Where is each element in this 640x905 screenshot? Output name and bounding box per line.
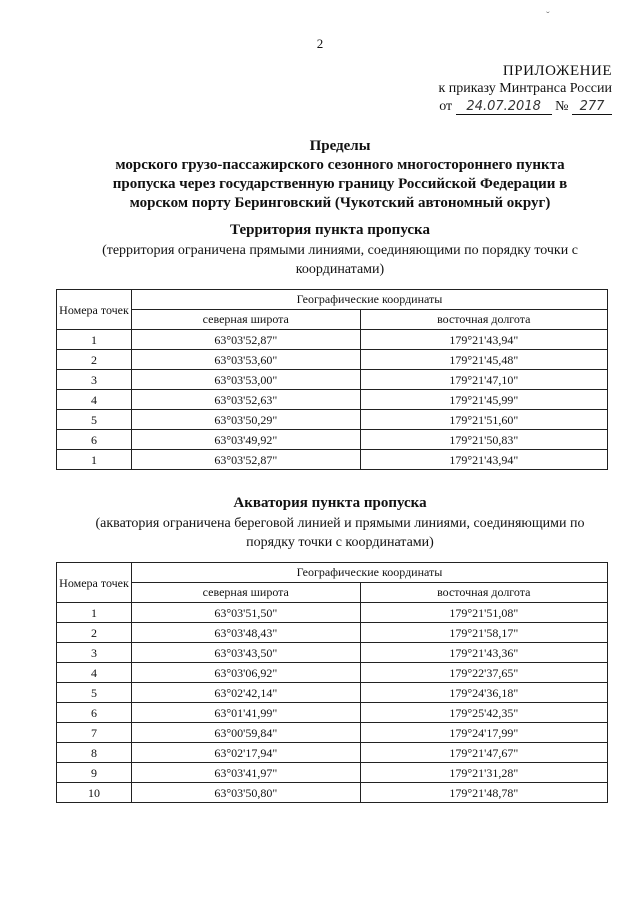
latitude: 63°03'52,87" [132, 450, 361, 470]
point-number: 6 [57, 430, 132, 450]
point-number: 6 [57, 703, 132, 723]
table-row [57, 450, 608, 470]
document-title [60, 137, 620, 213]
lon-header: восточная долгота [360, 310, 607, 330]
latitude: 63°03'49,92" [132, 430, 361, 450]
table-row [57, 763, 608, 783]
longitude: 179°21'45,48" [360, 350, 607, 370]
from-label: от [439, 99, 453, 114]
latitude: 63°03'51,50" [132, 603, 361, 623]
water-area-table [56, 562, 608, 803]
point-number: 8 [57, 743, 132, 763]
longitude: 179°21'47,10" [360, 370, 607, 390]
point-number: 3 [57, 643, 132, 663]
longitude: 179°22'37,65" [360, 663, 607, 683]
longitude: 179°21'50,83" [360, 430, 607, 450]
lat-header: северная широта [132, 310, 361, 330]
latitude: 63°03'52,63" [132, 390, 361, 410]
point-number: 5 [57, 683, 132, 703]
longitude: 179°21'43,94" [360, 330, 607, 350]
title-line: морском порту Беринговский (Чукотский автономный округ) [129, 195, 551, 211]
table-row [57, 390, 608, 410]
latitude: 63°03'41,97" [132, 763, 361, 783]
water-area-note [60, 514, 620, 552]
points-header: Номера точек [57, 290, 132, 330]
geo-header: Географические координаты [132, 563, 608, 583]
table-row [57, 603, 608, 623]
lon-header: восточная долгота [360, 583, 607, 603]
table-row [57, 663, 608, 683]
territory-heading: Территория пункта пропуска [230, 222, 430, 238]
point-number: 1 [57, 603, 132, 623]
title-line: морского грузо-пассажирского сезонного многостороннего пункта [115, 157, 565, 173]
territory-note [60, 241, 620, 279]
point-number: 3 [57, 370, 132, 390]
point-number: 7 [57, 723, 132, 743]
lat-header: северная широта [132, 583, 361, 603]
table-row [57, 643, 608, 663]
title-line: пропуска через государственную границу Российской Федерации в [112, 176, 568, 192]
table-row [57, 410, 608, 430]
number-label: № [555, 99, 569, 114]
point-number: 1 [57, 330, 132, 350]
point-number: 1 [57, 450, 132, 470]
longitude: 179°21'58,17" [360, 623, 607, 643]
latitude: 63°03'50,29" [132, 410, 361, 430]
point-number: 5 [57, 410, 132, 430]
latitude: 63°03'53,60" [132, 350, 361, 370]
table-row [57, 370, 608, 390]
table-row [57, 743, 608, 763]
latitude: 63°00'59,84" [132, 723, 361, 743]
longitude: 179°21'31,28" [360, 763, 607, 783]
table-row [57, 703, 608, 723]
corner-mark: ˇ [546, 10, 550, 22]
latitude: 63°01'41,99" [132, 703, 361, 723]
title-line: Пределы [309, 138, 371, 154]
note-line: порядку точки с координатами) [246, 535, 434, 550]
points-header: Номера точек [57, 563, 132, 603]
note-line: координатами) [295, 262, 385, 277]
water-area-heading: Акватория пункта пропуска [233, 495, 427, 511]
table-row [57, 350, 608, 370]
latitude: 63°03'06,92" [132, 663, 361, 683]
longitude: 179°21'45,99" [360, 390, 607, 410]
longitude: 179°21'51,08" [360, 603, 607, 623]
table-row [57, 783, 608, 803]
point-number: 10 [57, 783, 132, 803]
handwritten-date: 24.07.2018 [456, 100, 552, 115]
latitude: 63°02'42,14" [132, 683, 361, 703]
latitude: 63°03'43,50" [132, 643, 361, 663]
longitude: 179°25'42,35" [360, 703, 607, 723]
point-number: 9 [57, 763, 132, 783]
longitude: 179°21'43,36" [360, 643, 607, 663]
point-number: 2 [57, 350, 132, 370]
longitude: 179°21'47,67" [360, 743, 607, 763]
longitude: 179°21'51,60" [360, 410, 607, 430]
handwritten-number: 277 [572, 100, 612, 115]
longitude: 179°21'43,94" [360, 450, 607, 470]
latitude: 63°03'52,87" [132, 330, 361, 350]
note-line: (территория ограничена прямыми линиями, соединяющими по порядку точки с [102, 243, 578, 258]
table-row [57, 430, 608, 450]
point-number: 2 [57, 623, 132, 643]
table-row [57, 683, 608, 703]
table-row [57, 330, 608, 350]
latitude: 63°03'48,43" [132, 623, 361, 643]
appendix-order-line: к приказу Минтранса России [438, 81, 612, 96]
table-row [57, 623, 608, 643]
longitude: 179°24'17,99" [360, 723, 607, 743]
note-line: (акватория ограничена береговой линией и прямыми линиями, соединяющими по [95, 516, 585, 531]
appendix-heading: ПРИЛОЖЕНИЕ [502, 63, 612, 79]
latitude: 63°03'53,00" [132, 370, 361, 390]
point-number: 4 [57, 663, 132, 683]
territory-table [56, 289, 608, 470]
appendix-block [382, 62, 612, 116]
table-row [57, 723, 608, 743]
geo-header: Географические координаты [132, 290, 608, 310]
appendix-date-line [382, 98, 612, 116]
page-number: 2 [316, 36, 324, 51]
point-number: 4 [57, 390, 132, 410]
longitude: 179°24'36,18" [360, 683, 607, 703]
latitude: 63°02'17,94" [132, 743, 361, 763]
latitude: 63°03'50,80" [132, 783, 361, 803]
longitude: 179°21'48,78" [360, 783, 607, 803]
